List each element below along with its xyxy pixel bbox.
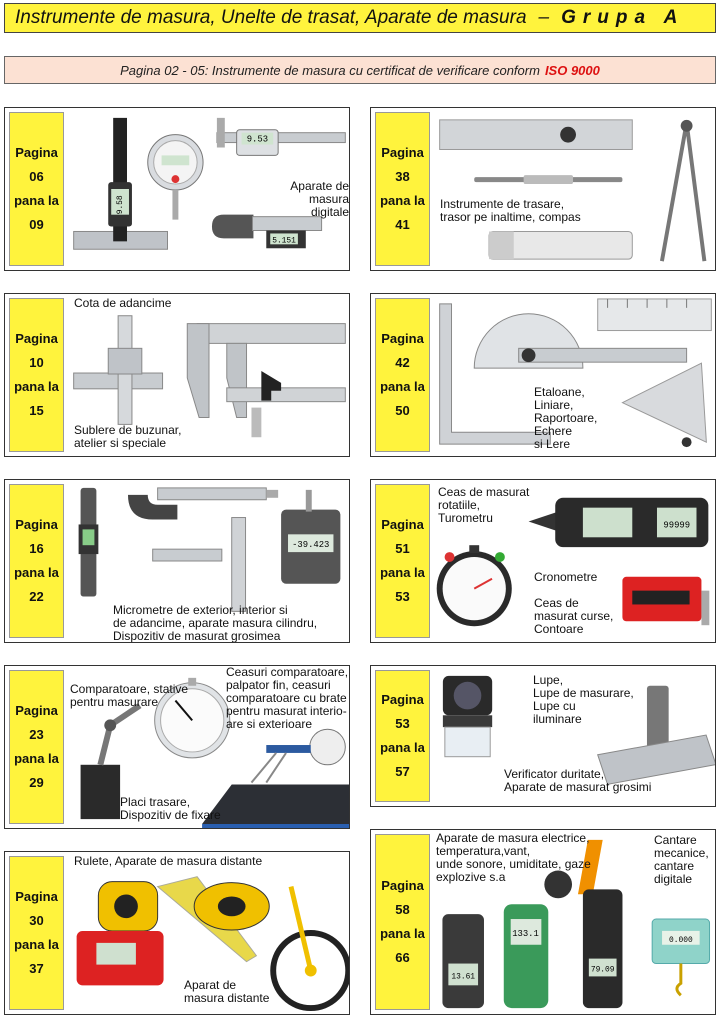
card-illustration: [68, 852, 349, 1014]
tab-to: 41: [395, 217, 410, 232]
page-range-tab: [9, 112, 64, 266]
caliper-readout: 9.53: [246, 134, 269, 145]
tab-to: 15: [29, 403, 44, 418]
tachometer-readout: 99999: [663, 520, 691, 531]
tab-pana: pana la: [14, 565, 59, 580]
marking-tools-illustration: [434, 108, 715, 270]
micrometer-readout: 5.151: [272, 236, 296, 246]
page-range-tab: [375, 834, 430, 1010]
tab-pana: pana la: [14, 193, 59, 208]
card-illustration: [68, 294, 349, 456]
subheader-text: Pagina 02 - 05: Instrumente de masura cu certificat de verificare conform: [120, 62, 540, 78]
tab-pagina: Pagina: [15, 703, 58, 718]
card-label: Ceasuri comparatoare, palpator fin, ceasuri comparatoare cu brate pentru masurat interio- are si exterioare: [226, 666, 349, 731]
card-illustration: [434, 830, 715, 1014]
page-range-tab: [9, 856, 64, 1010]
card-illustration: [434, 294, 715, 456]
catalog-card-42-50[interactable]: [370, 293, 716, 457]
tab-from: 58: [395, 902, 410, 917]
tab-from: 16: [29, 541, 44, 556]
iso-label: ISO 9000: [544, 62, 600, 78]
header-title: Instrumente de masura, Unelte de trasat, Aparate de masura: [15, 7, 527, 28]
tab-to: 57: [395, 764, 410, 779]
catalog-card-53-57[interactable]: [370, 665, 716, 807]
catalog-card-10-15[interactable]: [4, 293, 350, 457]
catalog-card-06-09[interactable]: [4, 107, 350, 271]
header-separator: –: [538, 7, 550, 28]
catalog-card-16-22[interactable]: [4, 479, 350, 643]
tab-from: 38: [395, 169, 410, 184]
card-label: Aparate de masura digitale: [290, 179, 349, 219]
tab-to: 37: [29, 961, 44, 976]
tab-pagina: Pagina: [15, 517, 58, 532]
tab-pagina: Pagina: [381, 878, 424, 893]
card-label: Cantare mecanice, cantare digitale: [654, 833, 709, 886]
tab-to: 66: [395, 950, 410, 965]
card-label: Aparat de masura distante: [184, 978, 270, 1005]
catalog-card-58-66[interactable]: [370, 829, 716, 1015]
tab-from: 42: [395, 355, 410, 370]
scale-readout: 0.000: [668, 935, 693, 945]
card-label: Cronometre: [534, 570, 598, 584]
page-range-tab: [375, 112, 430, 266]
thermometer-readout: 13.61: [451, 972, 476, 982]
page-header: [4, 3, 716, 33]
card-illustration: [68, 480, 349, 642]
card-label: Ceas de masurat rotatiile, Turometru: [438, 485, 530, 525]
tab-from: 53: [395, 716, 410, 731]
tab-pagina: Pagina: [15, 145, 58, 160]
clamp-meter-readout: 79.09: [590, 965, 615, 975]
page-range-tab: [9, 484, 64, 638]
anemometer-readout: 133.1: [512, 928, 539, 939]
tab-pana: pana la: [380, 379, 425, 394]
tab-from: 23: [29, 727, 44, 742]
tab-from: 10: [29, 355, 44, 370]
tab-pana: pana la: [380, 565, 425, 580]
tab-pana: pana la: [380, 193, 425, 208]
tab-to: 53: [395, 589, 410, 604]
tab-to: 09: [29, 217, 44, 232]
card-label: Aparate de masura electrice, temperatura,vant, unde sonore, umiditate, gaze explozive s.a: [436, 831, 591, 884]
tab-to: 50: [395, 403, 410, 418]
page-subheader: [4, 56, 716, 84]
tab-pagina: Pagina: [381, 517, 424, 532]
card-label: Sublere de buzunar, atelier si speciale: [74, 423, 182, 450]
card-label: Ceas de masurat curse, Contoare: [534, 596, 614, 636]
tab-to: 29: [29, 775, 44, 790]
page-range-tab: [375, 484, 430, 638]
card-label: Rulete, Aparate de masura distante: [74, 854, 263, 868]
tab-pana: pana la: [14, 937, 59, 952]
card-illustration: [68, 666, 349, 828]
tab-from: 06: [29, 169, 44, 184]
card-label: Lupe, Lupe de masurare, Lupe cu iluminare: [533, 673, 634, 726]
card-label: Cota de adancime: [74, 296, 172, 310]
card-label: Etaloane, Liniare, Raportoare, Echere si Lere: [534, 385, 598, 451]
card-illustration: [434, 480, 715, 642]
tab-from: 30: [29, 913, 44, 928]
header-group: Grupa A: [561, 7, 685, 28]
tab-to: 22: [29, 589, 44, 604]
card-illustration: [434, 666, 715, 806]
tab-pagina: Pagina: [381, 331, 424, 346]
tab-pagina: Pagina: [15, 331, 58, 346]
tab-pana: pana la: [380, 926, 425, 941]
card-label: Micrometre de exterior, interior si de adancime, aparate masura cilindru, Dispozitiv de masurat grosimea: [113, 603, 318, 642]
page-range-tab: [375, 670, 430, 802]
depth-gauge-readout: 9.58: [116, 195, 126, 215]
tab-pagina: Pagina: [381, 692, 424, 707]
card-label: Placi trasare, Dispozitiv de fixare: [120, 795, 221, 822]
catalog-card-23-29[interactable]: [4, 665, 350, 829]
card-label: Comparatoare, stative pentru masurare: [70, 682, 189, 709]
tab-pagina: Pagina: [381, 145, 424, 160]
catalog-card-30-37[interactable]: [4, 851, 350, 1015]
page-range-tab: [9, 670, 64, 824]
catalog-card-51-53[interactable]: [370, 479, 716, 643]
card-illustration: [68, 108, 349, 270]
card-illustration: [434, 108, 715, 270]
tab-pana: pana la: [14, 379, 59, 394]
catalog-card-38-41[interactable]: [370, 107, 716, 271]
page-range-tab: [375, 298, 430, 452]
tab-pana: pana la: [380, 740, 425, 755]
card-label: Verificator duritate, Aparate de masurat grosimi: [504, 767, 652, 794]
thickness-gauge-readout: -39.423: [292, 540, 330, 551]
tab-pana: pana la: [14, 751, 59, 766]
tab-pagina: Pagina: [15, 889, 58, 904]
tab-from: 51: [395, 541, 410, 556]
card-label: Instrumente de trasare, trasor pe inaltime, compas: [440, 197, 581, 224]
page-range-tab: [9, 298, 64, 452]
